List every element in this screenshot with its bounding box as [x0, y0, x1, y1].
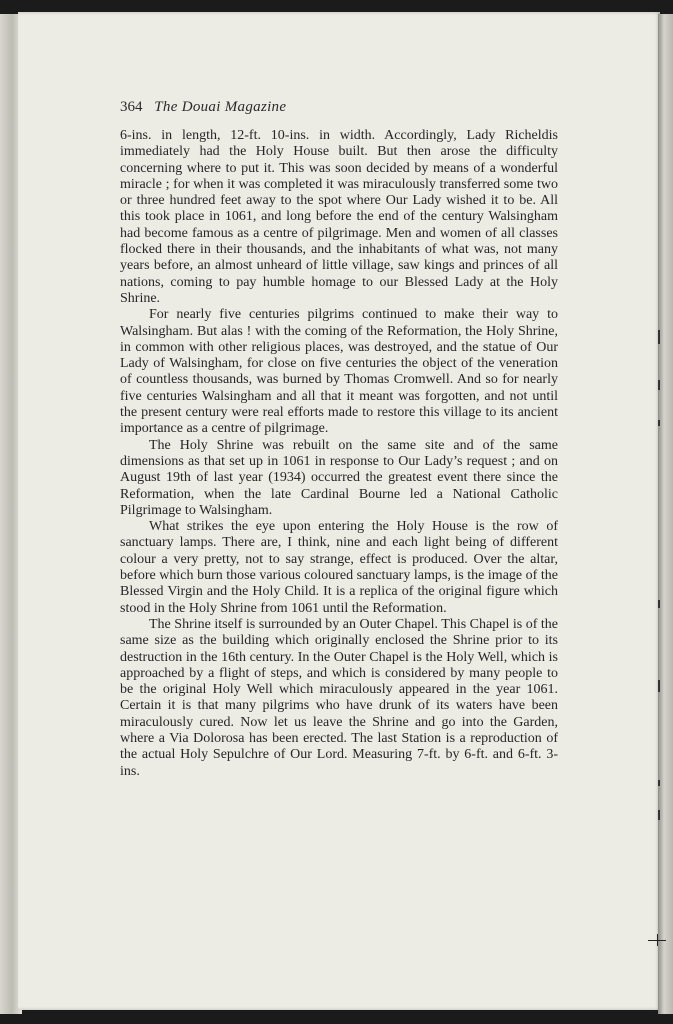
running-header	[120, 99, 286, 116]
paragraph: What strikes the eye upon entering the Holy House is the row of sanctuary lamps. There are, I think, nine and each light being of different colour a very pretty, not to say strange, effect is produced. Over the altar, before which burn those various coloured sanctuary lamps, is the image of the Blessed Virgin and the Holy Child. It is a replica of the original figure which stood in the Holy Shrine from 1061 until the Reformation.	[120, 519, 558, 616]
paragraph: For nearly five centuries pilgrims continued to make their way to Walsingham. But alas ! with the coming of the Reformation, the Holy Shrine, in common with other religious places, was destroyed, and the statue of Our Lady of Walsingham, for close on five centuries the object of the veneration of countless thousands, was burned by Thomas Cromwell. And so for nearly five centuries Walsingham and all that it meant was forgotten, and not until the present century were real efforts made to restore this village to its ancient importance as a centre of pilgrimage.	[120, 307, 558, 437]
paragraph: 6-ins. in length, 12-ft. 10-ins. in width. Accordingly, Lady Richeldis immediately had the Holy House built. But then arose the difficulty concerning where to put it. This was soon decided by means of a wonderful miracle ; for when it was completed it was miraculously transferred some two or three hundred feet away to the spot where Our Lady wished it to be. All this took place in 1061, and long before the end of the century Walsingham had become famous as a centre of pilgrimage. Men and women of all classes flocked there in their thousands, and the inhabitants of what was, not many years before, an almost unheard of little village, saw kings and princes of all nations, coming to pay humble homage to our Blessed Lady at the Holy Shrine.	[120, 128, 558, 306]
margin-marks	[655, 300, 665, 1000]
article-body	[120, 128, 558, 780]
paragraph: The Shrine itself is surrounded by an Outer Chapel. This Chapel is of the same size as the building which originally enclosed the Shrine prior to its destruction in the 16th century. In the Outer Chapel is the Holy Well, which is approached by a flight of steps, and which is considered by many people to be the original Holy Well which miraculously appeared in the year 1061. Certain it is that many pilgrims who have drunk of its waters have been miraculously cured. Now let us leave the Shrine and go into the Garden, where a Via Dolorosa has been erected. The last Station is a reproduction of the actual Holy Sepulchre of Our Lord. Measuring 7-ft. by 6-ft. and 6-ft. 3-ins.	[120, 616, 558, 779]
page-number: 364	[120, 99, 143, 115]
paragraph: The Holy Shrine was rebuilt on the same site and of the same dimensions as that set up in 1061 in response to Our Lady’s request ; and on August 19th of last year (1934) occurred the greatest event there since the Reformation, when the late Cardinal Bourne led a National Catholic Pilgrimage to Walsingham.	[120, 437, 558, 518]
journal-title: The Douai Magazine	[154, 99, 287, 115]
crosshair-mark	[648, 936, 666, 946]
